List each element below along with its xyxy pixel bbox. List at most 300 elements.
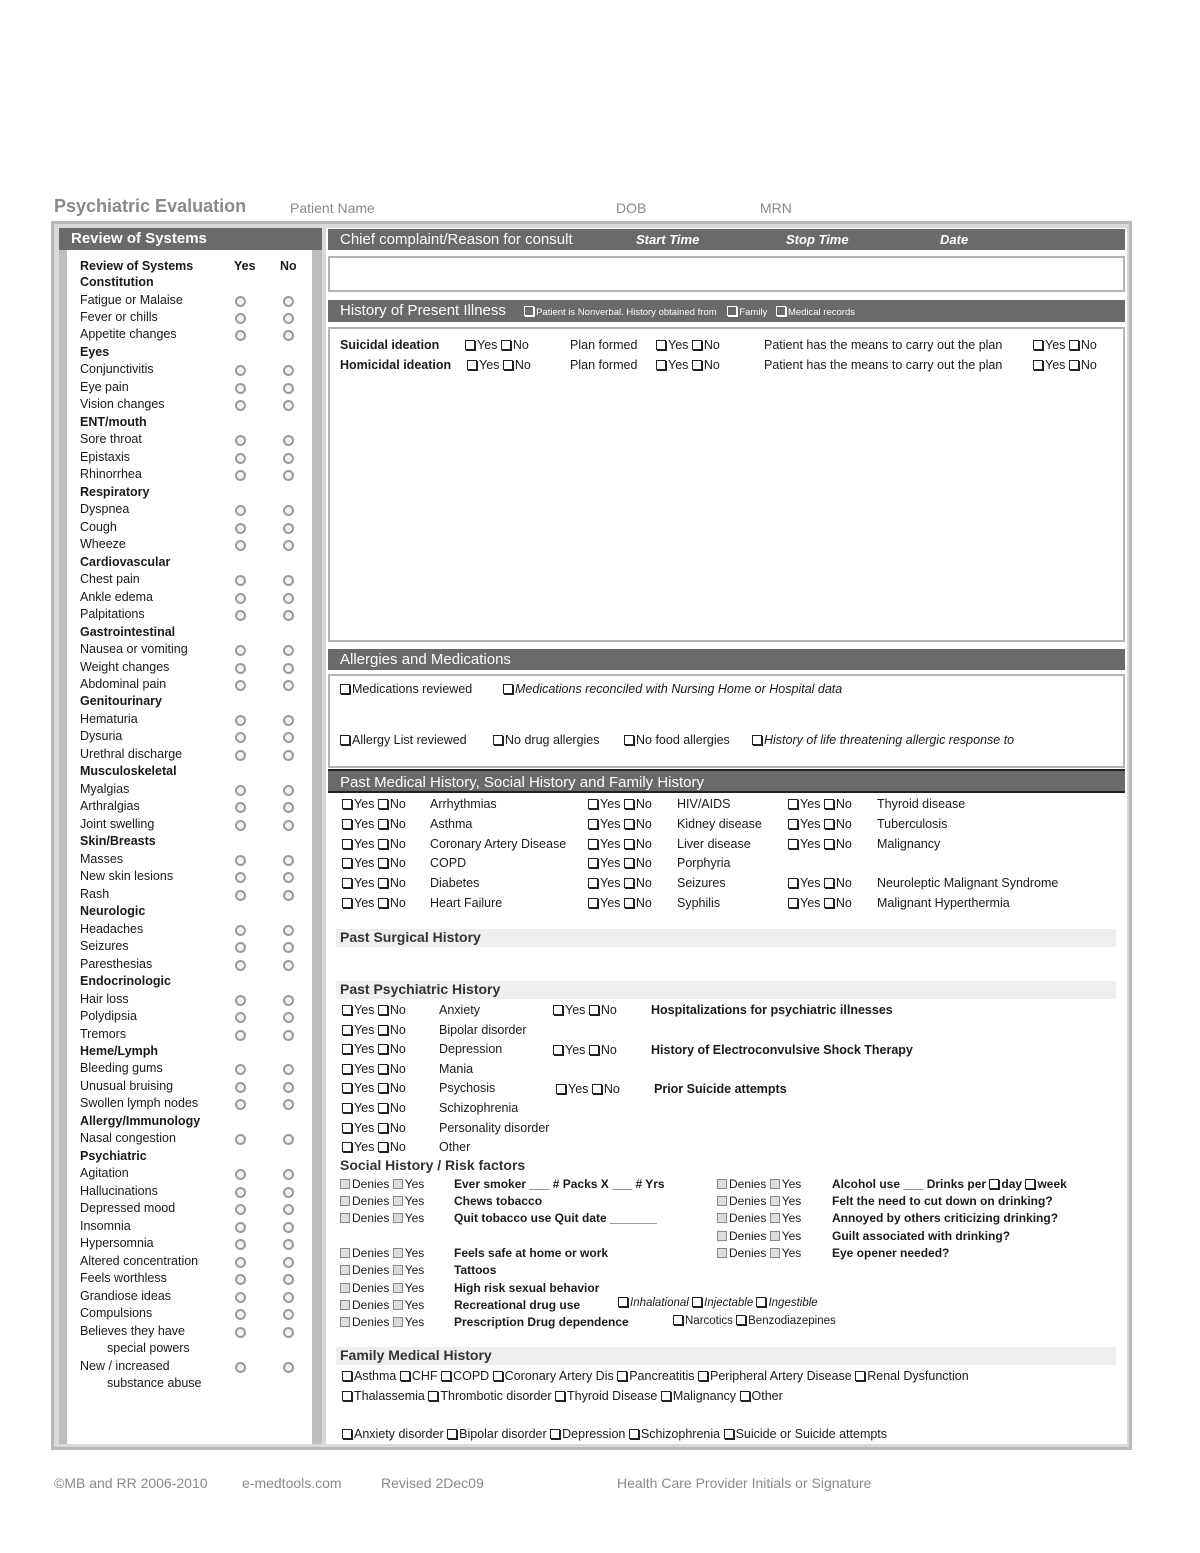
inject-checkbox[interactable] (692, 1297, 702, 1307)
plan-yes-checkbox[interactable] (656, 340, 666, 350)
pmh-condition-label: Coronary Artery Disease (430, 837, 567, 851)
ros-no-radio[interactable] (283, 313, 294, 324)
social-yes-label: Yes (404, 1281, 425, 1295)
ros-yes-radio[interactable] (235, 1327, 246, 1338)
alcohol-denies-yes (717, 1229, 801, 1243)
ros-yes-radio[interactable] (235, 995, 246, 1006)
pmh-yes-label: Yes (800, 797, 821, 811)
plan2-yes-label: Yes (668, 358, 689, 372)
social-yes-checkbox[interactable] (393, 1179, 403, 1189)
ros-symptom-label: Dysuria (80, 729, 123, 744)
ros-no-radio[interactable] (283, 785, 294, 796)
chief-complaint-field[interactable] (328, 256, 1125, 292)
pmh-yes-checkbox[interactable] (342, 858, 352, 868)
fmh-checkbox[interactable] (428, 1391, 438, 1401)
homicidal-no-checkbox[interactable] (503, 360, 513, 370)
hosp-no-checkbox[interactable] (589, 1005, 599, 1015)
ros-yes-radio[interactable] (235, 610, 246, 621)
life-threat-checkbox[interactable] (752, 735, 762, 745)
pmh-yes-label: Yes (600, 876, 621, 890)
ros-yes-radio[interactable] (235, 453, 246, 464)
med-reviewed-label: Medications reviewed (352, 682, 473, 696)
pmh-no-checkbox[interactable] (378, 878, 388, 888)
fmh-checkbox[interactable] (550, 1429, 560, 1439)
pph-yes-no (342, 1062, 406, 1076)
ros-symptom-label: Tremors (80, 1026, 127, 1041)
fmh-checkbox[interactable] (661, 1391, 671, 1401)
social-yes-label: Yes (404, 1298, 425, 1312)
fmh-checkbox[interactable] (555, 1391, 565, 1401)
pph-yes-label: Yes (354, 1061, 375, 1076)
hpi-title: History of Present Illness (340, 302, 506, 319)
pmh-yes-no (588, 896, 652, 910)
ros-no-radio[interactable] (283, 610, 294, 621)
ros-no-radio[interactable] (283, 1327, 294, 1338)
ros-symptom-label: New / increased (80, 1358, 170, 1373)
fmh-checkbox[interactable] (698, 1371, 708, 1381)
ros-symptom-label: Chest pain (80, 572, 140, 587)
social-denies-checkbox[interactable] (340, 1213, 350, 1223)
ingest-checkbox[interactable] (756, 1297, 766, 1307)
social-denies-checkbox[interactable] (340, 1283, 350, 1293)
ros-yes-radio[interactable] (235, 383, 246, 394)
fmh-item-label: Schizophrenia (640, 1427, 721, 1441)
benzo-checkbox[interactable] (736, 1315, 746, 1325)
pmh-no-checkbox[interactable] (378, 819, 388, 829)
pph-yes-label: Yes (354, 1140, 375, 1155)
pph-no-checkbox[interactable] (378, 1083, 388, 1093)
ros-yes-radio[interactable] (235, 855, 246, 866)
hpi-bar (328, 300, 1125, 322)
pmh-yes-checkbox[interactable] (588, 858, 598, 868)
pmh-yes-no (788, 817, 852, 831)
fmh-checkbox[interactable] (493, 1371, 503, 1381)
fmh-item-label: Anxiety disorder (354, 1427, 444, 1441)
homicidal-yes-checkbox[interactable] (467, 360, 477, 370)
inhal-checkbox[interactable] (618, 1297, 628, 1307)
social-yes-checkbox[interactable] (393, 1317, 403, 1327)
suicidal-yes-label: Yes (477, 338, 498, 352)
pmh-yes-no (342, 817, 406, 831)
means-yes-checkbox[interactable] (1033, 340, 1043, 350)
pph-item-label: Schizophrenia (439, 1101, 519, 1115)
fmh-checkbox[interactable] (855, 1371, 865, 1381)
pmh-no-checkbox[interactable] (378, 858, 388, 868)
hosp-yes-checkbox[interactable] (553, 1005, 563, 1015)
social-item-label: Feels safe at home or work (454, 1246, 609, 1260)
alcohol-denies-checkbox[interactable] (717, 1213, 727, 1223)
ros-no-radio[interactable] (283, 1362, 294, 1373)
pmh-no-checkbox[interactable] (824, 839, 834, 849)
fmh-item-label: Thalassemia (354, 1389, 425, 1403)
pmh-no-label: No (835, 817, 852, 831)
hosp-no-label: No (600, 1003, 617, 1017)
ros-yes-radio[interactable] (235, 296, 246, 307)
pmh-no-checkbox[interactable] (824, 898, 834, 908)
pph-yes-label: Yes (354, 1022, 375, 1037)
ros-symptom-label: Grandiose ideas (80, 1288, 172, 1303)
suicide-no-checkbox[interactable] (592, 1084, 602, 1094)
ros-no-radio[interactable] (283, 1082, 294, 1093)
alcohol-yes-checkbox[interactable] (770, 1196, 780, 1206)
pph-no-checkbox[interactable] (378, 1064, 388, 1074)
pmh-yes-no (588, 817, 652, 831)
records-checkbox[interactable] (776, 306, 786, 316)
social-yes-checkbox[interactable] (393, 1283, 403, 1293)
pmh-no-checkbox[interactable] (378, 839, 388, 849)
psh-title: Past Surgical History (340, 929, 481, 945)
ros-yes-radio[interactable] (235, 820, 246, 831)
ros-no-radio[interactable] (283, 1257, 294, 1268)
hpi-field[interactable] (328, 327, 1125, 642)
no-drug-checkbox[interactable] (493, 735, 503, 745)
suicidal-no-checkbox[interactable] (501, 340, 511, 350)
means-label-2: Patient has the means to carry out the plan (764, 358, 1003, 372)
ros-no-radio[interactable] (283, 1030, 294, 1041)
social-item-label: Quit tobacco use Quit date _______ (454, 1211, 657, 1225)
ros-no-radio[interactable] (283, 820, 294, 831)
ros-section-label: Cardiovascular (80, 554, 171, 569)
pmh-no-checkbox[interactable] (624, 878, 634, 888)
social-denies-yes (340, 1194, 424, 1208)
ros-yes-radio[interactable] (235, 593, 246, 604)
pph-no-checkbox[interactable] (378, 1044, 388, 1054)
social-denies-checkbox[interactable] (340, 1248, 350, 1258)
pmh-condition-label: Heart Failure (430, 896, 503, 910)
ros-section-label: Musculoskeletal (80, 764, 177, 779)
ros-symptom-label: Nausea or vomiting (80, 642, 188, 656)
fmh-line (342, 1427, 887, 1441)
hosp-yes-label: Yes (565, 1003, 586, 1017)
ingest-label: Ingestible (768, 1297, 818, 1309)
pmh-yes-label: Yes (600, 856, 621, 870)
pmh-yes-checkbox[interactable] (788, 878, 798, 888)
ros-no-radio[interactable] (283, 855, 294, 866)
alcohol-denies-label: Denies (729, 1194, 767, 1208)
suicidal-yes-checkbox[interactable] (465, 340, 475, 350)
ros-symptom-label: Feels worthless (80, 1271, 167, 1286)
social-denies-checkbox[interactable] (340, 1317, 350, 1327)
pmh-no-label: No (635, 876, 652, 890)
pmh-yes-checkbox[interactable] (342, 799, 352, 809)
social-denies-yes (340, 1263, 424, 1277)
fmh-checkbox[interactable] (342, 1371, 352, 1381)
pmh-yes-checkbox[interactable] (588, 819, 598, 829)
ect-no-checkbox[interactable] (589, 1045, 599, 1055)
ros-title: Review of Systems (59, 228, 322, 250)
ros-no-radio[interactable] (283, 995, 294, 1006)
pph-no-label: No (389, 1042, 406, 1057)
fmh-checkbox[interactable] (629, 1429, 639, 1439)
pph-no-checkbox[interactable] (378, 1103, 388, 1113)
ros-yes-radio[interactable] (235, 523, 246, 534)
ros-yes-radio[interactable] (235, 1362, 246, 1373)
fmh-checkbox[interactable] (441, 1371, 451, 1381)
ros-yes-radio[interactable] (235, 1222, 246, 1233)
plan2-no-checkbox[interactable] (692, 360, 702, 370)
social-yes-checkbox[interactable] (393, 1248, 403, 1258)
fmh-item-label: CHF (411, 1369, 438, 1383)
ros-yes-radio[interactable] (235, 1257, 246, 1268)
pph-yes-checkbox[interactable] (342, 1025, 352, 1035)
ros-no-radio[interactable] (283, 680, 294, 691)
means2-no-checkbox[interactable] (1069, 360, 1079, 370)
ros-symptom-label: Believes they have (80, 1323, 185, 1338)
pmh-no-checkbox[interactable] (624, 898, 634, 908)
alcohol-denies-checkbox[interactable] (717, 1179, 727, 1189)
fmh-checkbox[interactable] (342, 1391, 352, 1401)
ros-column-label: Review of Systems (80, 259, 194, 273)
ros-yes-radio[interactable] (235, 960, 246, 971)
pmh-no-checkbox[interactable] (378, 799, 388, 809)
pmh-yes-checkbox[interactable] (788, 819, 798, 829)
alcohol-denies-checkbox[interactable] (717, 1231, 727, 1241)
ect-yes-checkbox[interactable] (553, 1045, 563, 1055)
plan-no-checkbox[interactable] (692, 340, 702, 350)
per-week-checkbox[interactable] (1025, 1179, 1035, 1189)
suicide-yes-checkbox[interactable] (556, 1084, 566, 1094)
pph-yes-checkbox[interactable] (342, 1142, 352, 1152)
pph-no-checkbox[interactable] (378, 1005, 388, 1015)
ros-symptom-label: Wheeze (80, 537, 126, 552)
social-yes-checkbox[interactable] (393, 1196, 403, 1206)
ros-no-radio[interactable] (283, 593, 294, 604)
social-denies-yes (340, 1315, 424, 1329)
pph-no-checkbox[interactable] (378, 1142, 388, 1152)
alcohol-yes-checkbox[interactable] (770, 1248, 780, 1258)
pmh-no-checkbox[interactable] (824, 819, 834, 829)
records-label: Medical records (787, 307, 855, 318)
pph-no-label: No (389, 1120, 406, 1135)
narc-checkbox[interactable] (673, 1315, 683, 1325)
alcohol-yes-checkbox[interactable] (770, 1231, 780, 1241)
ros-no-radio[interactable] (283, 1187, 294, 1198)
alcohol-item-text: Annoyed by others criticizing drinking? (832, 1211, 1059, 1225)
per-day-checkbox[interactable] (989, 1179, 999, 1189)
ros-no-radio[interactable] (283, 925, 294, 936)
social-denies-label: Denies (352, 1315, 390, 1329)
ros-yes-radio[interactable] (235, 750, 246, 761)
ros-yes-radio[interactable] (235, 645, 246, 656)
pph-yes-checkbox[interactable] (342, 1083, 352, 1093)
fmh-item-label: Peripheral Artery Disease (710, 1369, 852, 1383)
ros-no-radio[interactable] (283, 383, 294, 394)
pph-yes-no (342, 1003, 406, 1017)
pph-no-checkbox[interactable] (378, 1123, 388, 1133)
alcohol-item-text: Felt the need to cut down on drinking? (832, 1194, 1053, 1208)
pmh-no-checkbox[interactable] (624, 799, 634, 809)
nonverbal-checkbox[interactable] (524, 306, 534, 316)
ros-symptom-label: Agitation (80, 1166, 129, 1181)
social-yes-checkbox[interactable] (393, 1300, 403, 1310)
pph-no-label: No (389, 1003, 406, 1017)
alcohol-item-label (832, 1246, 949, 1260)
pph-yes-no (342, 1081, 406, 1095)
social-denies-checkbox[interactable] (340, 1196, 350, 1206)
narc-label: Narcotics (685, 1315, 733, 1327)
social-denies-label: Denies (352, 1211, 390, 1225)
pmh-condition-label: Syphilis (677, 896, 721, 910)
pmh-no-checkbox[interactable] (824, 799, 834, 809)
ros-no-radio[interactable] (283, 890, 294, 901)
alcohol-denies-yes (717, 1246, 801, 1260)
ros-no-radio[interactable] (283, 296, 294, 307)
plan2-yes-checkbox[interactable] (656, 360, 666, 370)
means2-yes-checkbox[interactable] (1033, 360, 1043, 370)
pmh-yes-checkbox[interactable] (588, 799, 598, 809)
ros-symptom-label: Rash (80, 886, 110, 901)
pmh-yes-checkbox[interactable] (342, 819, 352, 829)
ros-no-radio[interactable] (283, 1292, 294, 1303)
ros-yes-radio[interactable] (235, 1292, 246, 1303)
social-denies-label: Denies (352, 1281, 390, 1295)
ros-yes-radio[interactable] (235, 925, 246, 936)
med-reconciled-checkbox[interactable] (503, 684, 513, 694)
pmh-no-checkbox[interactable] (624, 819, 634, 829)
ros-no-radio[interactable] (283, 453, 294, 464)
family-label: Family (739, 307, 768, 318)
pph-yes-checkbox[interactable] (342, 1005, 352, 1015)
pmh-condition-label: Kidney disease (677, 817, 762, 831)
social-yes-label: Yes (404, 1177, 425, 1191)
fmh-checkbox[interactable] (342, 1429, 352, 1439)
social-denies-label: Denies (352, 1177, 390, 1191)
fmh-title: Family Medical History (340, 1347, 492, 1363)
ros-yes-radio[interactable] (235, 1012, 246, 1023)
ros-yes-radio[interactable] (235, 1082, 246, 1093)
ros-yes-radio[interactable] (235, 680, 246, 691)
revised-date: Revised 2Dec09 (381, 1475, 484, 1491)
social-denies-yes (340, 1298, 424, 1312)
no-food-checkbox[interactable] (624, 735, 634, 745)
ect-no-label: No (600, 1043, 617, 1057)
social-denies-checkbox[interactable] (340, 1265, 350, 1275)
ros-symptom-label: Ankle edema (80, 589, 153, 604)
homicidal-label: Homicidal ideation (340, 358, 452, 372)
fmh-checkbox[interactable] (724, 1429, 734, 1439)
pmh-yes-checkbox[interactable] (788, 799, 798, 809)
ros-no-radio[interactable] (283, 715, 294, 726)
means-no-checkbox[interactable] (1069, 340, 1079, 350)
ros-yes-radio[interactable] (235, 1187, 246, 1198)
means-label: Patient has the means to carry out the plan (764, 338, 1003, 352)
pmh-no-checkbox[interactable] (378, 898, 388, 908)
fmh-checkbox[interactable] (447, 1429, 457, 1439)
alcohol-yes-label: Yes (781, 1246, 802, 1260)
pmh-yes-no (788, 896, 852, 910)
pmh-yes-checkbox[interactable] (342, 839, 352, 849)
ros-section-label: Genitourinary (80, 694, 162, 709)
pmh-no-label: No (835, 797, 852, 811)
pmh-yes-checkbox[interactable] (588, 839, 598, 849)
fmh-checkbox[interactable] (400, 1371, 410, 1381)
ros-symptom-label: special powers (107, 1341, 190, 1355)
plan-no-label: No (703, 338, 720, 352)
ros-symptom-label: substance abuse (107, 1376, 202, 1390)
pmh-no-checkbox[interactable] (824, 878, 834, 888)
alcohol-denies-checkbox[interactable] (717, 1248, 727, 1258)
pmh-yes-checkbox[interactable] (588, 898, 598, 908)
pph-yes-checkbox[interactable] (342, 1103, 352, 1113)
ros-no-radio[interactable] (283, 960, 294, 971)
pmh-yes-checkbox[interactable] (342, 878, 352, 888)
pph-yes-checkbox[interactable] (342, 1064, 352, 1074)
social-yes-checkbox[interactable] (393, 1265, 403, 1275)
fmh-item-label: Other (751, 1389, 783, 1403)
ros-symptom-label: Conjunctivitis (80, 362, 154, 377)
plan-label-2: Plan formed (570, 358, 638, 372)
ros-yes-radio[interactable] (235, 715, 246, 726)
social-denies-label: Denies (352, 1298, 390, 1312)
pmh-yes-checkbox[interactable] (788, 898, 798, 908)
fmh-checkbox[interactable] (740, 1391, 750, 1401)
pmh-no-label: No (635, 797, 652, 811)
social-item-label: Recreational drug use (454, 1298, 581, 1312)
pph-yes-checkbox[interactable] (342, 1123, 352, 1133)
pph-yes-checkbox[interactable] (342, 1044, 352, 1054)
means-no-label: No (1080, 338, 1097, 352)
ros-yes-radio[interactable] (235, 663, 246, 674)
social-denies-checkbox[interactable] (340, 1300, 350, 1310)
ros-no-radio[interactable] (283, 663, 294, 674)
alcohol-denies-checkbox[interactable] (717, 1196, 727, 1206)
pmh-yes-label: Yes (354, 837, 375, 851)
alcohol-denies-yes (717, 1211, 801, 1225)
alcohol-yes-checkbox[interactable] (770, 1179, 780, 1189)
pmh-yes-checkbox[interactable] (342, 898, 352, 908)
fmh-item-label: Pancreatitis (629, 1369, 695, 1383)
ros-symptom-label: Abdominal pain (80, 677, 167, 691)
benzo-label: Benzodiazepines (748, 1315, 836, 1327)
ros-yes-radio[interactable] (235, 1030, 246, 1041)
pph-no-checkbox[interactable] (378, 1025, 388, 1035)
alcohol-yes-label: Yes (781, 1177, 802, 1191)
fmh-item-label: Malignancy (672, 1389, 737, 1403)
social-denies-yes (340, 1281, 424, 1295)
pmh-yes-no (342, 797, 406, 811)
social-yes-checkbox[interactable] (393, 1213, 403, 1223)
ros-no-header: No (280, 259, 297, 273)
ros-no-radio[interactable] (283, 1012, 294, 1023)
ros-yes-radio[interactable] (235, 313, 246, 324)
ros-no-radio[interactable] (283, 1222, 294, 1233)
fmh-item-label: Asthma (354, 1369, 397, 1383)
per-day-label: day (1001, 1177, 1023, 1191)
alcohol-item-label (832, 1229, 1010, 1243)
alcohol-yes-checkbox[interactable] (770, 1213, 780, 1223)
fmh-checkbox[interactable] (617, 1371, 627, 1381)
social-item-label: Prescription Drug dependence (454, 1315, 629, 1329)
pmh-yes-checkbox[interactable] (788, 839, 798, 849)
ros-symptom-label: Appetite changes (80, 327, 177, 342)
pmh-yes-checkbox[interactable] (588, 878, 598, 888)
ros-yes-radio[interactable] (235, 785, 246, 796)
dob-label: DOB (616, 200, 647, 216)
ros-no-radio[interactable] (283, 645, 294, 656)
med-reviewed-checkbox[interactable] (340, 684, 350, 694)
ros-no-radio[interactable] (283, 750, 294, 761)
plan-label: Plan formed (570, 338, 638, 352)
family-checkbox[interactable] (727, 306, 737, 316)
plan-yes-label: Yes (668, 338, 689, 352)
ros-no-radio[interactable] (283, 523, 294, 534)
pmh-no-checkbox[interactable] (624, 839, 634, 849)
social-denies-checkbox[interactable] (340, 1179, 350, 1189)
pmh-no-checkbox[interactable] (624, 858, 634, 868)
ros-yes-radio[interactable] (235, 890, 246, 901)
allergy-reviewed-checkbox[interactable] (340, 735, 350, 745)
pmh-condition-label: Thyroid disease (877, 797, 966, 811)
